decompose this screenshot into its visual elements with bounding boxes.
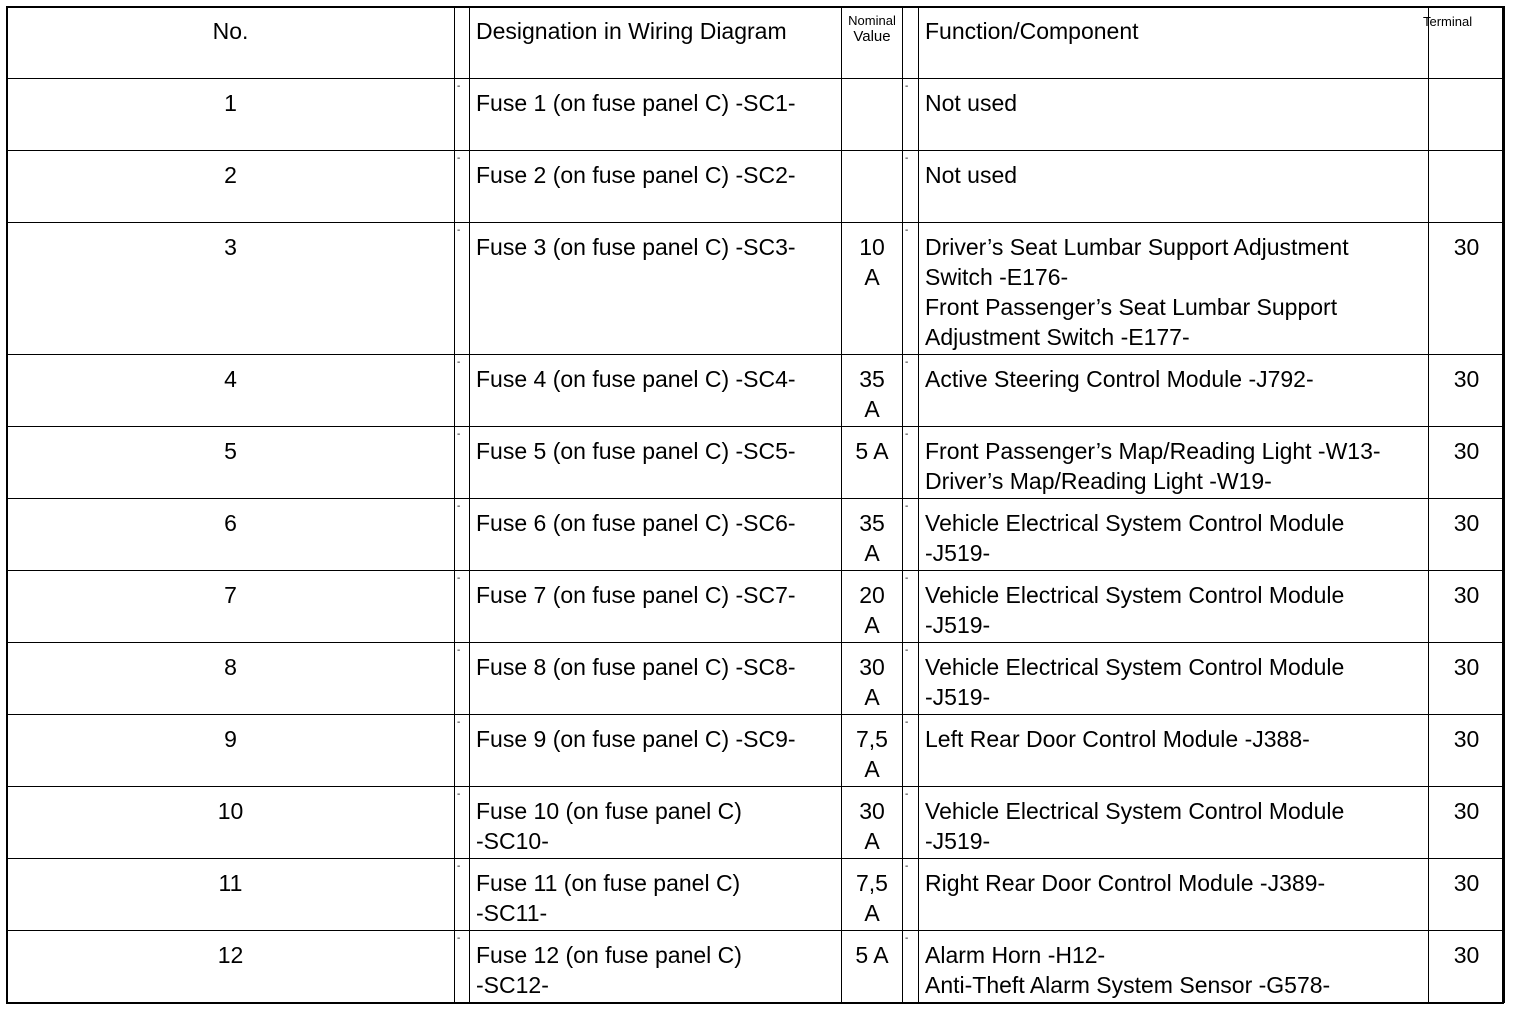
- header-designation: Designation in Wiring Diagram: [470, 7, 842, 79]
- row-nominal-value: 5 A: [842, 427, 903, 499]
- row-nominal-value: 30 A: [842, 787, 903, 859]
- row-function: Vehicle Electrical System Control Module -J519-: [919, 787, 1429, 859]
- row-terminal: 30: [1429, 571, 1505, 643]
- row-function: Vehicle Electrical System Control Module -J519-: [919, 571, 1429, 643]
- separator-mark: -: [457, 933, 461, 944]
- row-function: Right Rear Door Control Module -J389-: [919, 859, 1429, 931]
- row-designation: Fuse 5 (on fuse panel C) -SC5-: [470, 427, 842, 499]
- row-terminal: 30: [1429, 223, 1505, 355]
- separator-mark: -: [457, 429, 461, 440]
- row-terminal: 30: [1429, 859, 1505, 931]
- separator-mark: -: [905, 429, 909, 440]
- separator-mark: -: [905, 357, 909, 368]
- row-designation: Fuse 11 (on fuse panel C) -SC11-: [470, 859, 842, 931]
- separator-mark: -: [905, 501, 909, 512]
- separator-mark: -: [905, 717, 909, 728]
- row-function: Not used: [919, 151, 1429, 223]
- row-nominal-value: 7,5 A: [842, 859, 903, 931]
- separator-mark: -: [457, 153, 461, 164]
- row-nominal-value: 20 A: [842, 571, 903, 643]
- separator-mark: -: [905, 153, 909, 164]
- separator-mark: -: [905, 789, 909, 800]
- row-terminal: 30: [1429, 355, 1505, 427]
- row-terminal: 30: [1429, 715, 1505, 787]
- row-no: 11: [7, 859, 455, 931]
- row-nominal-value: 7,5 A: [842, 715, 903, 787]
- separator-mark: -: [905, 933, 909, 944]
- separator-mark: -: [457, 573, 461, 584]
- row-function: Front Passenger’s Map/Reading Light -W13- Driver’s Map/Reading Light -W19-: [919, 427, 1429, 499]
- row-designation: Fuse 9 (on fuse panel C) -SC9-: [470, 715, 842, 787]
- row-designation: Fuse 8 (on fuse panel C) -SC8-: [470, 643, 842, 715]
- separator-mark: -: [905, 645, 909, 656]
- row-terminal: 30: [1429, 427, 1505, 499]
- row-designation: Fuse 7 (on fuse panel C) -SC7-: [470, 571, 842, 643]
- separator-mark: -: [457, 861, 461, 872]
- separator-mark: -: [905, 861, 909, 872]
- row-terminal: 30: [1429, 787, 1505, 859]
- row-no: 2: [7, 151, 455, 223]
- separator-mark: -: [457, 501, 461, 512]
- row-function: Vehicle Electrical System Control Module -J519-: [919, 499, 1429, 571]
- row-no: 1: [7, 79, 455, 151]
- separator-mark: -: [457, 225, 461, 236]
- row-no: 7: [7, 571, 455, 643]
- separator-mark: -: [457, 645, 461, 656]
- header-terminal-label: Terminal: [1423, 14, 1473, 29]
- row-no: 10: [7, 787, 455, 859]
- row-designation: Fuse 1 (on fuse panel C) -SC1-: [470, 79, 842, 151]
- row-no: 4: [7, 355, 455, 427]
- row-terminal: 30: [1429, 643, 1505, 715]
- row-nominal-value: 30 A: [842, 643, 903, 715]
- header-nominal-value-line1: Nominal: [848, 13, 896, 28]
- row-no: 3: [7, 223, 455, 355]
- row-designation: Fuse 12 (on fuse panel C) -SC12-: [470, 931, 842, 1003]
- header-nominal-value-line2: Value: [853, 28, 891, 45]
- row-function: Vehicle Electrical System Control Module -J519-: [919, 643, 1429, 715]
- row-nominal-value: 35 A: [842, 355, 903, 427]
- row-function: Left Rear Door Control Module -J388-: [919, 715, 1429, 787]
- row-designation: Fuse 10 (on fuse panel C) -SC10-: [470, 787, 842, 859]
- row-no: 5: [7, 427, 455, 499]
- row-terminal: 30: [1429, 499, 1505, 571]
- header-function: Function/Component: [919, 7, 1429, 79]
- separator-mark: -: [457, 717, 461, 728]
- row-designation: Fuse 6 (on fuse panel C) -SC6-: [470, 499, 842, 571]
- row-no: 12: [7, 931, 455, 1003]
- row-function: Alarm Horn -H12- Anti-Theft Alarm System Sensor -G578-: [919, 931, 1429, 1003]
- row-no: 8: [7, 643, 455, 715]
- row-nominal-value: 10 A: [842, 223, 903, 355]
- row-terminal: 30: [1429, 931, 1505, 1003]
- row-no: 9: [7, 715, 455, 787]
- row-nominal-value: 35 A: [842, 499, 903, 571]
- separator-mark: -: [905, 573, 909, 584]
- separator-mark: -: [905, 81, 909, 92]
- separator-mark: -: [457, 789, 461, 800]
- table-frame: [6, 6, 1504, 1004]
- row-designation: Fuse 4 (on fuse panel C) -SC4-: [470, 355, 842, 427]
- separator-mark: -: [457, 81, 461, 92]
- row-designation: Fuse 3 (on fuse panel C) -SC3-: [470, 223, 842, 355]
- row-no: 6: [7, 499, 455, 571]
- row-designation: Fuse 2 (on fuse panel C) -SC2-: [470, 151, 842, 223]
- header-no: No.: [7, 7, 455, 79]
- row-function: Driver’s Seat Lumbar Support Adjustment Switch -E176- Front Passenger’s Seat Lumbar Support Adjustment Switch -E177-: [919, 223, 1429, 355]
- row-nominal-value: 5 A: [842, 931, 903, 1003]
- row-function: Active Steering Control Module -J792-: [919, 355, 1429, 427]
- row-function: Not used: [919, 79, 1429, 151]
- separator-mark: -: [457, 357, 461, 368]
- separator-mark: -: [905, 225, 909, 236]
